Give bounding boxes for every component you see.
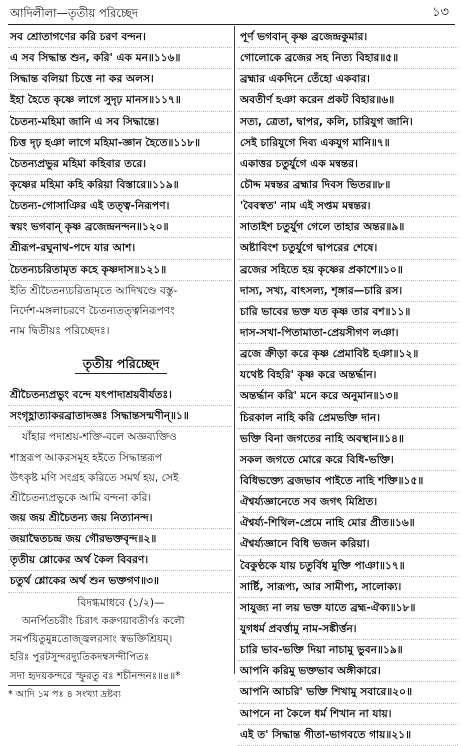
right-column xyxy=(238,27,458,746)
verse-line: চৈতন্য-মহিমা জানি এ সব সিদ্ধান্তে। xyxy=(8,112,232,133)
verse-line: স্বয়ং ভগবান্ কৃষ্ণ ব্রজেন্দ্রনন্দন॥১২০॥ xyxy=(8,217,232,238)
sanskrit-verse-line: অনর্পিতচরীং চিরাৎ করুণয়াবতীর্ণঃ কলৌ xyxy=(22,615,185,627)
verse-line: সাযুজ্য না লয় ভক্ত যাতে ব্রহ্ম-ঐক্য॥১৮॥ xyxy=(238,598,458,619)
verse-line: আপনি করিমু ভক্তভাব অঙ্গীকারে। xyxy=(238,661,458,682)
verse-line: ব্রজের সহিতে হয় কৃষ্ণের প্রকাশে॥১০॥ xyxy=(238,260,458,281)
verse-line: যুগধর্ম প্রবর্ত্তামু নাম-সঙ্কীর্ত্তন। xyxy=(238,619,458,640)
verse-line: আপনে না কৈলে ধর্ম শিখান না যায়। xyxy=(238,704,458,725)
verse-line: গোলোকে ব্রজের সহ নিত্য বিহার॥৫॥ xyxy=(238,48,458,69)
verse-line: চৈতন্যপ্রভুর মহিমা কহিবার তরে। xyxy=(8,154,232,175)
sanskrit-verse-line: সদা হৃদয়কন্দরে স্ফুরতু বঃ শচীনন্দনঃ॥৪॥* xyxy=(10,670,181,682)
verse-line: ভক্তি বিনা জগতের নাহি অবস্থান॥১৪॥ xyxy=(238,429,458,450)
verse-line: চৈতন্য-গোসাঞির এই তত্ত্ব-নিরূপণ। xyxy=(8,196,232,217)
verse-line: চিরকাল নাহি করি প্রেমভক্তি দান। xyxy=(238,408,458,429)
chapter-heading-text: তৃতীয় পরিচ্ছেদ xyxy=(75,356,167,374)
verse-line: চিত্ত দৃঢ় হঞা লাগে মহিমা-জ্ঞান হৈতে॥১১৮॥ xyxy=(8,133,232,154)
verse-line: অষ্টাবিংশ চতুর্যুগে দ্বাপরের শেষে। xyxy=(238,238,458,259)
verse-line: ঐশ্বর্য্যজ্ঞানেতে সব জগৎ মিশ্রিত। xyxy=(238,492,458,513)
sanskrit-verse-line: শ্রীচৈতন্যপ্রভুং বন্দে যৎপাদাশ্রয়বীর্যতঃ। xyxy=(8,385,232,406)
sanskrit-verse-line: সংগৃহ্ণাত্যাকরব্রাতাদজ্ঞঃ সিদ্ধান্তসন্মণীন্॥১॥ xyxy=(8,406,232,427)
verse-source-title: বিদগ্ধমাধবে (১/২)— xyxy=(77,596,165,609)
commentary-line: শ্রীচৈতন্যপ্রভুকে আমি বন্দনা করি। xyxy=(10,491,152,504)
verse-line: সেই চারিযুগে দিব্য একযুগ মানি॥৭॥ xyxy=(238,133,458,154)
verse-line: আপনি আচরি' ভক্তি শিখামু সবারে॥২০॥ xyxy=(238,682,458,703)
verse-line: চারি ভাবের ভক্ত যত কৃষ্ণ তার বশ॥১১॥ xyxy=(238,302,458,323)
verse-line: এই ত' সিদ্ধান্ত গীতা-ভাগবতে গায়॥২১॥ xyxy=(238,725,458,746)
footnote: * আদি ১ম পঃ ৪ সংখ্যা দ্রষ্টব্য xyxy=(8,689,121,700)
verse-line: শ্রীরূপ-রঘুনাথ-পদে যার আশ। xyxy=(8,238,232,259)
left-column xyxy=(8,27,232,686)
column-divider xyxy=(234,26,235,674)
verse-line: জয় জয় শ্রীচৈতন্য জয় নিত্যানন্দ। xyxy=(8,508,232,529)
footnote-rule xyxy=(8,685,120,686)
page-header xyxy=(8,4,455,22)
verse-line: সার্ষ্টি, সারূপ্য, আর সামীপ্য, সালোক্য। xyxy=(238,577,458,598)
sanskrit-verse-line: হরিঃ পুরটসুন্দরদ্যুতিকদম্বসন্দীপিতঃ xyxy=(10,652,150,664)
colophon-line: নির্দেশ-মঙ্গলাচরণে চৈতন্যতত্ত্বনিরূপণং xyxy=(10,304,175,317)
verse-line: এ সব সিদ্ধান্ত শুন, করি' এক মন॥১১৬॥ xyxy=(8,48,232,69)
verse-line: ব্রহ্মার একদিনে তেঁহো একবার। xyxy=(238,69,458,90)
commentary-line: শাস্ত্ররূপ আকরসমূহ হইতে সিদ্ধান্তরূপ xyxy=(10,451,163,464)
verse-line: সিদ্ধান্ত বলিয়া চিত্তে না কর অলস। xyxy=(8,69,232,90)
verse-line: বিধিভক্ত্যে ব্রজভাব পাইতে নাহি শক্তি॥১৫॥ xyxy=(238,471,458,492)
verse-line: চৈতন্যচরিতামৃত কহে কৃষ্ণদাস॥১২১॥ xyxy=(8,260,232,281)
verse-line: 'বৈবস্বত' নাম এই সপ্তম মন্বন্তর। xyxy=(238,196,458,217)
verse-line: বৈকুণ্ঠকে যায় চতুর্বিধ মুক্তি পাঞা॥১৭॥ xyxy=(238,556,458,577)
verse-line: তৃতীয় শ্লোকের অর্থ কৈল বিবরণ। xyxy=(8,550,232,571)
verse-line: দাস্য, সখ্য, বাৎসল্য, শৃঙ্গার—চারি রস। xyxy=(238,281,458,302)
colophon-line: ইতি শ্রীচৈতন্যচরিতামৃতে আদিখণ্ডে বস্তু- xyxy=(10,284,178,297)
page-number: ১৩ xyxy=(432,5,449,20)
verse-line: একাত্তর চতুর্যুগে এক মন্বন্তর। xyxy=(238,154,458,175)
verse-line: ইহা হৈতে কৃষ্ণে লাগে সুদৃঢ় মানস॥১১৭॥ xyxy=(8,90,232,111)
verse-line: কৃষ্ণের মহিমা কহি করিয়া বিস্তারে॥১১৯॥ xyxy=(8,175,232,196)
header-rule xyxy=(8,24,455,25)
colophon-line: নাম দ্বিতীয়ঃ পরিচ্ছেদঃ। xyxy=(10,324,110,337)
running-title: আদিলীলা—তৃতীয় পরিচ্ছেদ xyxy=(10,6,138,20)
verse-line: সকল জগতে মোরে করে বিধি-ভক্তি। xyxy=(238,450,458,471)
verse-line: ঐশ্বর্য্য-শিথিল-প্রেমে নাহি মোর প্রীত॥১৬॥ xyxy=(238,513,458,534)
verse-line: সব শ্রোতাগণের করি চরণ বন্দন। xyxy=(8,27,232,48)
verse-line: সত্য, ত্রেতা, দ্বাপর, কলি, চারিযুগ জানি। xyxy=(238,112,458,133)
verse-line: দাস-সখা-পিতামাতা-প্রেয়সীগণ লঞা। xyxy=(238,323,458,344)
commentary-line: যাঁহার পদাশ্রয়-শক্তি-বলে অজ্ঞব্যক্তিও xyxy=(22,431,177,444)
verse-line: চারি ভাব-ভক্তি দিয়া নাচামু ভুবন॥১৯॥ xyxy=(238,640,458,661)
sanskrit-verse-line: সমর্পয়িতুমুন্নতোজ্জ্বলরসাং স্বভক্তিশ্রিয়ম্। xyxy=(10,633,173,645)
verse-line: সাতাইশ চতুর্যুগ গেলে তাহার অন্তর॥৯॥ xyxy=(238,217,458,238)
verse-line: পূর্ণ ভগবান্ কৃষ্ণ ব্রজেন্দ্রকুমার। xyxy=(238,27,458,48)
commentary-line: উৎকৃষ্ট মণি সংগ্রহ করিতে সমর্থ হয়, সেই xyxy=(10,471,179,484)
verse-line: জয়াদ্বৈতচন্দ্র জয় গৌরভক্তবৃন্দ॥২॥ xyxy=(8,529,232,550)
verse-line: অন্তর্দ্ধান করি' মনে করে অনুমান॥১৩॥ xyxy=(238,386,458,407)
verse-line: যথেষ্ট বিহরি' কৃষ্ণ করে অন্তর্দ্ধান। xyxy=(238,365,458,386)
verse-line: ব্রজে ক্রীড়া করে কৃষ্ণ প্রেমাবিষ্ট হঞা॥১২॥ xyxy=(238,344,458,365)
verse-line: চৌদ্দ মন্বন্তর ব্রহ্মার দিবস ভিতর॥৮॥ xyxy=(238,175,458,196)
chapter-heading xyxy=(8,349,232,379)
verse-line: চতুর্থ শ্লোকের অর্থ শুন ভক্তগণ॥৩॥ xyxy=(8,571,232,592)
verse-line: অবতীর্ণ হঞা করেন প্রকট বিহার॥৬॥ xyxy=(238,90,458,111)
verse-line: ঐশ্বর্য্যজ্ঞানে বিধি ভজন করিয়া। xyxy=(238,534,458,555)
